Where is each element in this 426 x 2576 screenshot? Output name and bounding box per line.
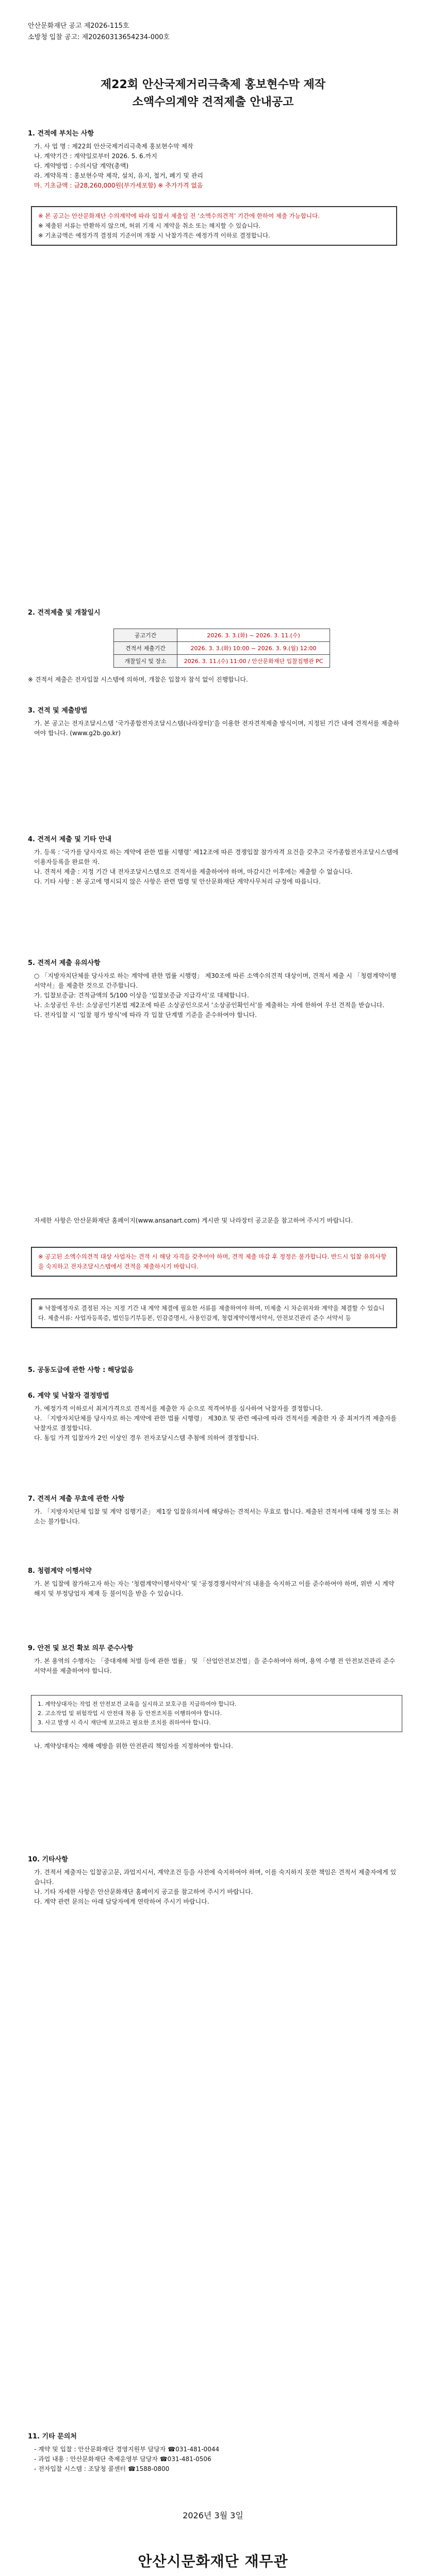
paragraph: 가. 「지방자치단체 입찰 및 계약 집행기준」 제1장 입찰유의서에 해당하는 견적서는 무효로 합니다. 제출된 견적서에 대해 정정 또는 취소는 불가합니다.	[34, 1508, 399, 1525]
safety-tail	[28, 1741, 399, 1751]
list-item: 가. 등록 : ‘국가를 당사자로 하는 계약에 관한 법률 시행령’ 제12조에 따른 경쟁입찰 참가자격 요건을 갖추고 국가종합전자조달시스템에 이용자등록을 완료한 자.	[34, 849, 399, 866]
notice-line: ※ 본 공고는 안산문화재단 수의계약에 따라 입찰서 제출일 전 ‘소액수의견적’ 기간에 한하여 제출 가능합니다.	[38, 212, 320, 219]
list-item: 다. 동일 가격 입찰자가 2인 이상인 경우 전자조달시스템 추첨에 의하여 결정합니다.	[34, 1434, 259, 1442]
schedule-note	[28, 675, 399, 685]
section-contacts	[28, 2432, 399, 2474]
section-heading: 5. 견적서 제출 유의사항	[28, 959, 101, 967]
notice-box	[31, 1298, 397, 1328]
table-row	[114, 629, 330, 642]
list-item: 나. 견적서 제출 : 지정 기간 내 전자조달시스템으로 견적서를 제출하여야 하며, 마감시간 이후에는 제출할 수 없습니다.	[34, 868, 353, 875]
note-text: ※ 견적서 제출은 전자입찰 시스템에 의하며, 개찰은 입찰자 참석 없이 진행합니다.	[28, 676, 248, 683]
section-heading: 10. 기타사항	[28, 1856, 68, 1863]
list-item: 가. 입찰보증금: 견적금액의 5/100 이상을 ‘입찰보증금 지급각서’로 대체합니다.	[34, 992, 249, 999]
table-cell: 개찰일시 및 장소	[114, 655, 177, 668]
section-misc	[28, 1855, 399, 1907]
list-item: 마. 기초금액 : 금28,260,000원(부가세포함) ※ 추가가격 없음	[34, 182, 203, 189]
paragraph: 가. 본 입찰에 참가하고자 하는 자는 ‘청렴계약이행서약서’ 및 ‘공정경쟁서약서’의 내용을 숙지하고 이를 준수하여야 하며, 위반 시 계약 해지 및 부정당업자 제재 등 불이익을 받을 수 있습니다.	[34, 1580, 395, 1597]
contact-line: - 계약 및 입찰 : 안산문화재단 경영지원부 담당자 ☎031-481-0044	[34, 2446, 220, 2453]
notice-line: ※ 공고된 소액수의견적 대상 사업자는 견적 시 해당 자격을 갖추어야 하며, 견적 제출 마감 후 정정은 불가합니다. 반드시 입찰 유의사항을 숙지하고 전자조달시스템에서 견적을 제출하시기 바랍니다.	[38, 1253, 387, 1270]
paragraph: 나. 계약상대자는 재해 예방을 위한 안전관리 책임자를 지정하여야 합니다.	[34, 1742, 233, 1750]
list-item: 다. 계약방법 : 수의시담 계약(총액)	[34, 162, 129, 170]
procurement-number: 소방청 입찰 공고: 제20260313654234-000호	[28, 33, 170, 41]
section-award	[28, 1391, 399, 1443]
section-heading: 7. 견적서 제출 무효에 관한 사항	[28, 1495, 125, 1503]
notice-line: ※ 낙찰예정자로 결정된 자는 지정 기간 내 계약 체결에 필요한 서류를 제출하여야 하며, 미제출 시 차순위자와 계약을 체결할 수 있습니다. 제출서류: 사업자등록증, 법인등기부등본, 인감증명서, 사용인감계, 청렴계약이행서약서, 안전보건관리 준수 서약서 등	[38, 1304, 385, 1321]
table-row	[114, 655, 330, 668]
contact-line: - 과업 내용 : 안산문화재단 축제운영부 담당자 ☎031-481-0506	[34, 2455, 211, 2463]
safety-box	[31, 1695, 402, 1732]
section-heading: 9. 안전 및 보건 확보 의무 준수사항	[28, 1645, 134, 1652]
section-method	[28, 706, 399, 738]
notice-box	[31, 1247, 397, 1277]
title-line-2: 소액수의계약 견적제출 안내공고	[132, 96, 294, 109]
table-cell: 공고기간	[114, 629, 177, 642]
notice-line: ※ 제출된 서류는 반환하지 않으며, 허위 기재 시 계약을 취소 또는 해지할 수 있습니다.	[38, 222, 261, 229]
section-heading: 5. 공동도급에 관한 사항 : 해당없음	[28, 1366, 134, 1374]
section-heading: 4. 견적서 제출 및 기타 안내	[28, 836, 112, 843]
table-cell: 2026. 3. 11.(수) 11:00 / 안산문화재단 입찰집행관 PC	[177, 655, 330, 668]
list-item: 나. 기타 자세한 사항은 안산문화재단 홈페이지 공고를 참고하여 주시기 바랍니다.	[34, 1888, 253, 1895]
section-heading: 11. 기타 문의처	[28, 2433, 77, 2441]
issue-date: 2026년 3월 3일	[183, 2511, 243, 2520]
list-item: ○ 「지방자치단체를 당사자로 하는 계약에 관한 법률 시행령」 제30조에 따른 소액수의견적 대상이며, 견적서 제출 시 「청렴계약이행서약서」를 제출한 것으로 간주합니다.	[34, 972, 397, 989]
contact-line: - 전자입찰 시스템 : 조달청 콜센터 ☎1588-0800	[34, 2465, 170, 2472]
section-invalid	[28, 1494, 399, 1527]
list-item: 나. 계약기간 : 계약일로부터 2026. 5. 6.까지	[34, 152, 157, 160]
box-line: 2. 고소작업 및 위험작업 시 안전대 착용 등 안전조치를 이행하여야 합니다.	[38, 1710, 222, 1717]
list-item: 나. 소상공인 우선: 소상공인기본법 제2조에 따른 소상공인으로서 ‘소상공인확인서’를 제출하는 자에 한하여 우선 견적을 받습니다.	[34, 1002, 385, 1009]
list-item: 다. 전자입찰 시 ‘입찰 평가 방식’에 따라 각 입찰 단계별 기준을 준수하여야 합니다.	[34, 1011, 257, 1019]
table-cell: 2026. 3. 3.(화) ~ 2026. 3. 11.(수)	[177, 629, 330, 642]
section-integrity	[28, 1566, 399, 1599]
list-item: 라. 계약목적 : 홍보현수막 제작, 설치, 유지, 철거, 폐기 및 관리	[34, 172, 203, 179]
section-heading: 2. 견적제출 및 개찰일시	[28, 609, 101, 617]
issuer-name: 안산시문화재단 재무관	[138, 2553, 288, 2570]
list-item: 가. 사 업 명 : 제22회 안산국제거리극축제 홍보현수막 제작	[34, 143, 193, 150]
section-heading: 6. 계약 및 낙찰자 결정방법	[28, 1392, 109, 1400]
section-schedule	[28, 608, 399, 621]
section-overview	[28, 129, 399, 191]
section-joint	[28, 1365, 399, 1378]
table-row	[114, 642, 330, 655]
list-item: 다. 기타 사항 : 본 공고에 명시되지 않은 사항은 관련 법령 및 안산문화재단 계약사무처리 규정에 따릅니다.	[34, 878, 321, 885]
box-line: 1. 계약상대자는 작업 전 안전보건 교육을 실시하고 보호구를 지급하여야 합니다.	[38, 1701, 237, 1707]
document-title	[52, 76, 374, 111]
list-item: 나. 「지방자치단체를 당사자로 하는 계약에 관한 법률 시행령」 제30조 및 관련 예규에 따라 견적서를 제출한 자 중 최저가격 제출자를 낙찰자로 결정합니다.	[34, 1415, 397, 1432]
table-cell: 견적서 제출기간	[114, 642, 177, 655]
cautions-footer	[28, 1216, 399, 1226]
section-safety	[28, 1643, 399, 1676]
section-heading: 1. 견적에 부치는 사항	[28, 130, 94, 138]
section-guidance	[28, 835, 399, 887]
notice-number: 안산문화재단 공고 제2026-115호	[28, 22, 129, 30]
list-item: 가. 예정가격 이하로서 최저가격으로 견적서를 제출한 자 순으로 적격여부를 심사하여 낙찰자를 결정합니다.	[34, 1405, 323, 1412]
header-block	[28, 21, 389, 43]
list-item: 다. 계약 관련 문의는 아래 담당자에게 연락하여 주시기 바랍니다.	[34, 1898, 209, 1905]
section-heading: 8. 청렴계약 이행서약	[28, 1567, 92, 1575]
table-cell: 2026. 3. 3.(화) 10:00 ~ 2026. 3. 9.(월) 12:00	[177, 642, 330, 655]
schedule-table	[113, 629, 330, 668]
box-line: 3. 사고 발생 시 즉시 재단에 보고하고 필요한 조치를 취하여야 합니다.	[38, 1719, 211, 1726]
paragraph: 자세한 사항은 안산문화재단 홈페이지(www.ansanart.com) 게시판 및 나라장터 공고문을 참고하여 주시기 바랍니다.	[34, 1217, 353, 1224]
list-item: 가. 견적서 제출자는 입찰공고문, 과업지시서, 계약조건 등을 사전에 숙지하여야 하며, 이를 숙지하지 못한 책임은 견적서 제출자에게 있습니다.	[34, 1869, 397, 1886]
notice-line: ※ 기초금액은 예정가격 결정의 기준이며 개찰 시 낙찰가격은 예정가격 이하로 결정합니다.	[38, 232, 270, 239]
section-cautions	[28, 958, 399, 1020]
section-heading: 3. 견적 및 제출방법	[28, 707, 88, 715]
title-line-1: 제22회 안산국제거리극축제 홍보현수막 제작	[100, 78, 326, 91]
paragraph: 가. 본 공고는 전자조달시스템 ‘국가종합전자조달시스템(나라장터)’을 이용한 전자견적제출 방식이며, 지정된 기간 내에 견적서를 제출하여야 합니다. (www.g2b.go.kr)	[34, 720, 399, 737]
notice-box	[31, 206, 397, 246]
paragraph: 가. 본 용역의 수행자는 「중대재해 처벌 등에 관한 법률」 및 「산업안전보건법」을 준수하여야 하며, 용역 수행 전 안전보건관리 준수 서약서를 제출하여야 합니다.	[34, 1657, 396, 1674]
